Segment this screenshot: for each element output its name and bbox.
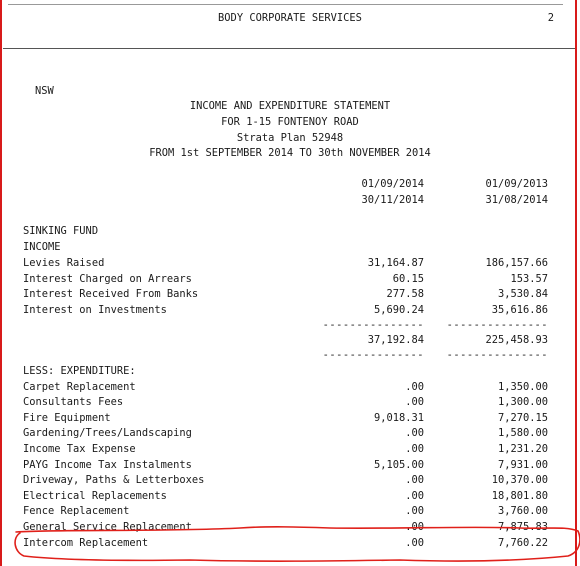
income-label: Levies Raised xyxy=(23,257,105,269)
total-rule-current: --------------- xyxy=(322,349,424,361)
income-total-prior: 225,458.93 xyxy=(485,334,548,346)
expenditure-label: Driveway, Paths & Letterboxes xyxy=(23,474,205,487)
company-name: BODY CORPORATE SERVICES xyxy=(218,12,362,24)
expenditure-label: PAYG Income Tax Instalments xyxy=(23,458,192,471)
current-period-end: 30/11/2014 xyxy=(361,194,424,206)
expenditure-label: Electrical Replacements xyxy=(23,489,167,502)
expenditure-prior-value: 7,931.00 xyxy=(497,458,548,471)
expenditure-prior-value: 1,580.00 xyxy=(497,427,548,440)
expenditure-current-value: .00 xyxy=(405,474,424,487)
income-current-value: 5,690.24 xyxy=(373,303,424,316)
expenditure-prior-value: 18,801.80 xyxy=(491,489,548,502)
income-current-value: 60.15 xyxy=(392,272,424,285)
expenditure-prior-value: 1,231.20 xyxy=(497,442,548,455)
expenditure-current-value: .00 xyxy=(405,380,424,393)
expenditure-label: Consultants Fees xyxy=(23,396,124,409)
expenditure-current-value: 9,018.31 xyxy=(373,411,424,424)
expenditure-current-value: .00 xyxy=(405,505,424,518)
expenditure-prior-value: 7,760.22 xyxy=(497,536,548,549)
expenditure-label: Intercom Replacement xyxy=(23,536,149,549)
page-number: 2 xyxy=(547,12,554,24)
income-current-value: 277.58 xyxy=(386,288,424,301)
income-prior-value: 153.57 xyxy=(510,272,548,285)
expenditure-label: Fire Equipment xyxy=(23,411,111,424)
income-heading: INCOME xyxy=(23,241,61,253)
income-prior-value: 35,616.86 xyxy=(491,303,548,316)
expenditure-heading: LESS: EXPENDITURE: xyxy=(23,365,136,377)
income-prior-value: 3,530.84 xyxy=(497,288,548,301)
strata-plan: Strata Plan 52948 xyxy=(236,132,344,144)
expenditure-label: Fence Replacement xyxy=(23,505,130,518)
income-prior-value: 186,157.66 xyxy=(485,257,548,269)
expenditure-label: General Service Replacement xyxy=(23,520,192,533)
expenditure-current-value: .00 xyxy=(405,427,424,440)
expenditure-label: Gardening/Trees/Landscaping xyxy=(23,427,192,440)
income-rule-current: --------------- xyxy=(322,319,424,331)
expenditure-label: Income Tax Expense xyxy=(23,442,136,455)
property-line: FOR 1-15 FONTENOY ROAD xyxy=(221,116,359,128)
sinking-fund-heading: SINKING FUND xyxy=(23,225,99,237)
income-label: Interest on Investments xyxy=(23,303,167,316)
prior-period-end: 31/08/2014 xyxy=(485,194,548,206)
income-current-value: 31,164.87 xyxy=(367,257,424,269)
expenditure-prior-value: 10,370.00 xyxy=(491,474,548,487)
state-label: NSW xyxy=(35,85,54,97)
expenditure-label: Carpet Replacement xyxy=(23,380,136,393)
statement-title: INCOME AND EXPENDITURE STATEMENT xyxy=(189,100,391,112)
prior-period-start: 01/09/2013 xyxy=(485,178,548,190)
expenditure-current-value: 5,105.00 xyxy=(373,458,424,471)
current-period-start: 01/09/2014 xyxy=(361,178,424,190)
expenditure-prior-value: 1,350.00 xyxy=(497,380,548,393)
expenditure-current-value: .00 xyxy=(405,489,424,502)
expenditure-current-value: .00 xyxy=(405,520,424,533)
expenditure-prior-value: 1,300.00 xyxy=(497,396,548,409)
income-rule-prior: --------------- xyxy=(446,319,548,331)
expenditure-current-value: .00 xyxy=(405,536,424,549)
statement-period: FROM 1st SEPTEMBER 2014 TO 30th NOVEMBER 2014 xyxy=(149,147,431,159)
annotation-stroke xyxy=(15,527,580,561)
total-rule-prior: --------------- xyxy=(446,349,548,361)
income-label: Interest Charged on Arrears xyxy=(23,272,192,285)
income-label: Interest Received From Banks xyxy=(23,288,199,301)
expenditure-prior-value: 7,875.83 xyxy=(497,520,548,533)
income-total-current: 37,192.84 xyxy=(367,334,424,346)
expenditure-current-value: .00 xyxy=(405,442,424,455)
expenditure-prior-value: 3,760.00 xyxy=(497,505,548,518)
expenditure-current-value: .00 xyxy=(405,396,424,409)
expenditure-prior-value: 7,270.15 xyxy=(497,411,548,424)
